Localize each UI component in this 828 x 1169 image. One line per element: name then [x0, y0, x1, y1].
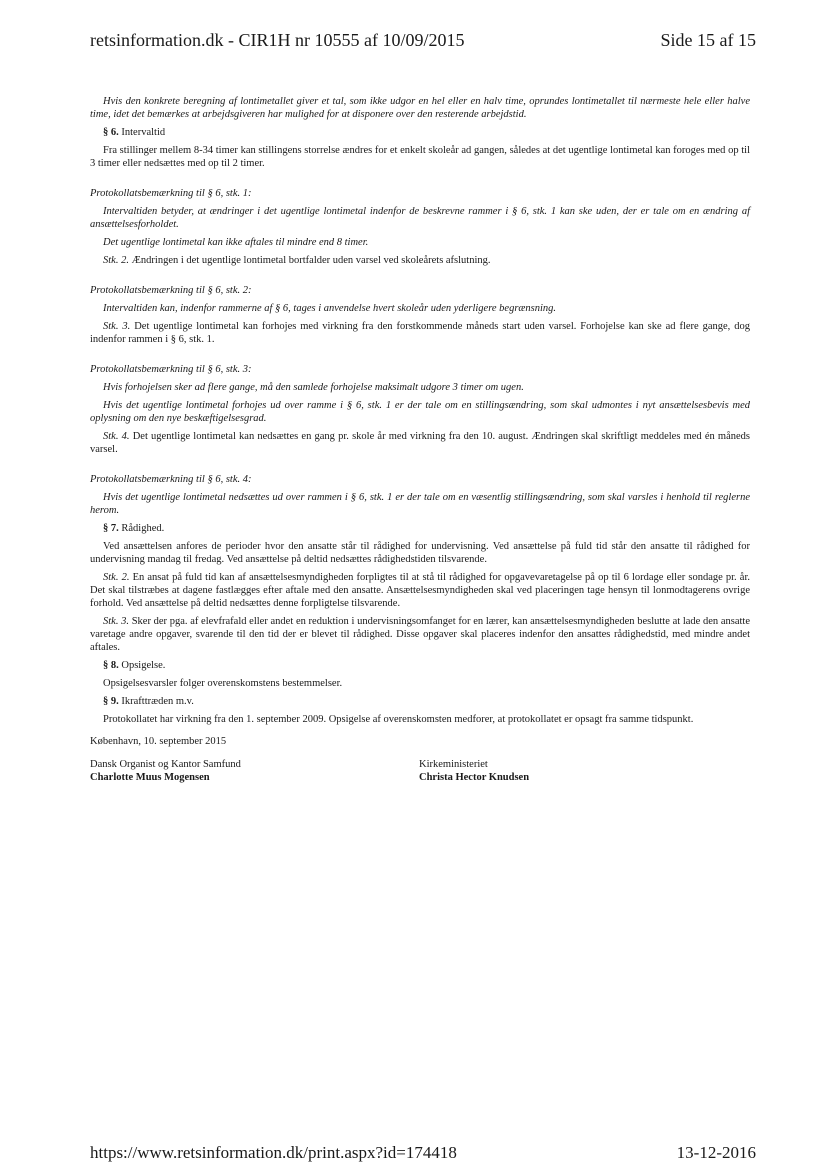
signature-right-organization: Kirkeministeriet — [419, 759, 488, 770]
section-6-text: Fra stillinger mellem 8-34 timer kan stillingens storrelse ændres for et enkelt skoleår ad gangen, således at det ugentlige lontimetal kan foroges med op til 3 timer eller nedsættes med op til 2 timer. — [90, 145, 750, 169]
signature-left-organization: Dansk Organist og Kantor Samfund — [90, 759, 241, 770]
protocol-note-1-text-b: Det ugentlige lontimetal kan ikke aftales til mindre end 8 timer. — [103, 237, 369, 248]
protocol-note-2-text: Intervaltiden kan, indenfor rammerne af § 6, tages i anvendelse hvert skoleår uden yderligere begrænsning. — [103, 303, 557, 314]
section-6-heading: § 6. Intervaltid — [103, 127, 166, 138]
signature-block — [90, 758, 750, 784]
section-7-text: Ved ansættelsen anfores de perioder hvor den ansatte står til rådighed for undervisning. Ved ansættelse på fuld tid står den ansatte til rådighed for undervisning mandag til fredag. Ved ansættelse på deltid nedsættes rådighedstiden tilsvarende. — [90, 541, 750, 565]
section-8-heading: § 8. Opsigelse. — [103, 660, 166, 671]
section-9-heading: § 9. Ikrafttræden m.v. — [103, 696, 194, 707]
protocol-note-4-heading: Protokollatsbemærkning til § 6, stk. 4: — [90, 474, 252, 485]
section-9-text: Protokollatet har virkning fra den 1. september 2009. Opsigelse af overenskomsten medforer, at protokollatet er opsagt fra samme tidspunkt. — [103, 714, 694, 725]
page-header — [90, 30, 756, 52]
protocol-note-2-heading: Protokollatsbemærkning til § 6, stk. 2: — [90, 285, 252, 296]
header-source-title: retsinformation.dk - CIR1H nr 10555 af 10/09/2015 — [90, 30, 465, 50]
stk-2-paragraph: Stk. 2. Ændringen i det ugentlige lontimetal bortfalder uden varsel ved skoleårets afslutning. — [103, 255, 491, 266]
paragraph-rounding: Hvis den konkrete beregning af lontimetallet giver et tal, som ikke udgor en hel eller en halv time, oprundes lontimetallet til nærmeste hele eller halve time, idet det bemærkes at arbejdsgiveren har mulighed for at disponere over den resterende arbejdstid. — [90, 96, 750, 120]
stk-3-paragraph: Stk. 3. Det ugentlige lontimetal kan forhojes med virkning fra den forstkommende måneds start uden varsel. Forhojelse kan ske ad flere gange, dog indenfor rammen i § 6, stk. 1. — [90, 321, 750, 345]
protocol-note-4-text: Hvis det ugentlige lontimetal nedsættes ud over rammen i § 6, stk. 1 er der tale om en væsentlig stillingsændring, som skal varsles i henhold til reglerne herom. — [90, 492, 750, 516]
section-8-text: Opsigelsesvarsler folger overenskomstens bestemmelser. — [103, 678, 343, 689]
protocol-note-1-heading: Protokollatsbemærkning til § 6, stk. 1: — [90, 188, 252, 199]
protocol-note-1-text-a: Intervaltiden betyder, at ændringer i det ugentlige lontimetal indenfor de beskrevne rammer i § 6, stk. 1 kan ske uden, der er tale om en ændring af ansættelsesforholdet. — [90, 206, 750, 230]
section-7-stk-2: Stk. 2. En ansat på fuld tid kan af ansættelsesmyndigheden forpligtes til at stå til rådighed for opgavevaretagelse på op til 6 lordage eller sondage pr. år. Det skal tilstræbes at dagene fastlægges efter aftale med den ansatte. Ansættelsesmyndigheden skal ved placeringen tage hensyn til lonmodtagerens ovrige forhold. Ved ansættelse på deltid nedsættes denne forpligtelse tilsvarende. — [90, 572, 751, 609]
protocol-note-3-text-b: Hvis det ugentlige lontimetal forhojes ud over ramme i § 6, stk. 1 er der tale om en stillingsændring, som skal udmontes i nyt ansættelsesbevis med oplysning om den nye beskæftigelsesgrad. — [90, 400, 750, 424]
signature-right-name: Christa Hector Knudsen — [419, 772, 530, 783]
footer-print-date: 13-12-2016 — [676, 1143, 756, 1162]
protocol-note-3-text-a: Hvis forhojelsen sker ad flere gange, må den samlede forhojelse maksimalt udgore 3 timer om ugen. — [103, 382, 524, 393]
protocol-note-3-heading: Protokollatsbemærkning til § 6, stk. 3: — [90, 364, 252, 375]
stk-4-paragraph: Stk. 4. Det ugentlige lontimetal kan nedsættes en gang pr. skole år med virkning fra den 10. august. Ændringen skal skriftligt meddeles med én måneds varsel. — [90, 431, 751, 455]
page-footer — [90, 1143, 756, 1163]
footer-url: https://www.retsinformation.dk/print.aspx?id=174418 — [90, 1143, 457, 1162]
place-and-date: København, 10. september 2015 — [90, 736, 227, 747]
document-body — [90, 95, 750, 784]
signature-left — [90, 758, 390, 784]
signature-right — [419, 758, 719, 784]
section-7-heading: § 7. Rådighed. — [103, 523, 165, 534]
signature-left-name: Charlotte Muus Mogensen — [90, 772, 210, 783]
section-7-stk-3: Stk. 3. Sker der pga. af elevfrafald eller andet en reduktion i undervisningsomfanget for en lærer, kan ansættelsesmyndigheden beslutte at lade den ansatte varetage andre opgaver, svarende til den tid der er blevet til rådighed. Disse opgaver skal placeres indenfor den ansattes rådighedstid, med mindre andet aftales. — [90, 616, 750, 653]
header-page-number: Side 15 af 15 — [660, 30, 756, 50]
